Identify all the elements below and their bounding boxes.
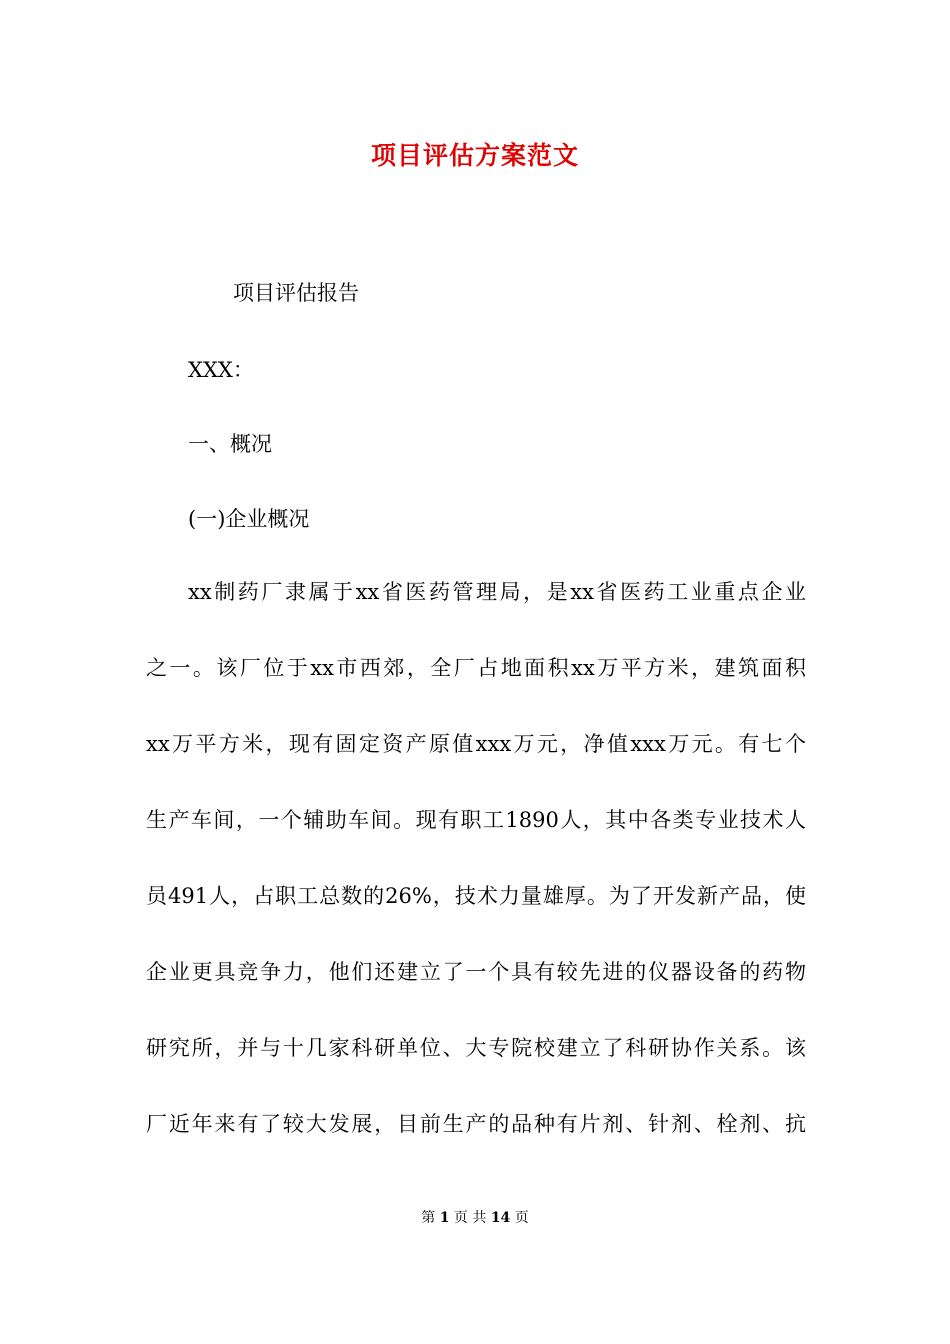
paragraph-line: 厂近年来有了较大发展，目前生产的品种有片剂、针剂、栓剂、抗 (146, 1112, 806, 1136)
paragraph-line: 生产车间，一个辅助车间。现有职工1890人，其中各类专业技术人 (146, 808, 806, 832)
paragraph-line: xx万平方米，现有固定资产原值xxx万元，净值xxx万元。有七个 (146, 732, 806, 756)
paragraph-line: 企业更具竞争力，他们还建立了一个具有较先进的仪器设备的药物 (146, 960, 806, 984)
report-heading: 项目评估报告 (233, 281, 359, 305)
paragraph-line: 员491人，占职工总数的26%，技术力量雄厚。为了开发新产品，使 (146, 884, 806, 908)
page-footer (0, 1208, 950, 1228)
section-heading-overview: 一、概况 (188, 432, 272, 456)
footer-middle: 页 共 (453, 1210, 487, 1226)
total-pages-number: 14 (490, 1210, 511, 1226)
footer-prefix: 第 (421, 1210, 436, 1226)
paragraph-line: 研究所，并与十几家科研单位、大专院校建立了科研协作关系。该 (146, 1036, 806, 1060)
paragraph-line: 之一。该厂位于xx市西郊，全厂占地面积xx万平方米，建筑面积 (146, 656, 806, 680)
subsection-heading-company-overview: (一)企业概况 (188, 507, 310, 531)
document-title: 项目评估方案范文 (370, 141, 579, 170)
current-page-number: 1 (439, 1210, 450, 1226)
footer-suffix: 页 (514, 1210, 529, 1226)
paragraph-line: xx制药厂隶属于xx省医药管理局，是xx省医药工业重点企业 (188, 580, 806, 604)
addressee: XXX： (188, 358, 254, 382)
